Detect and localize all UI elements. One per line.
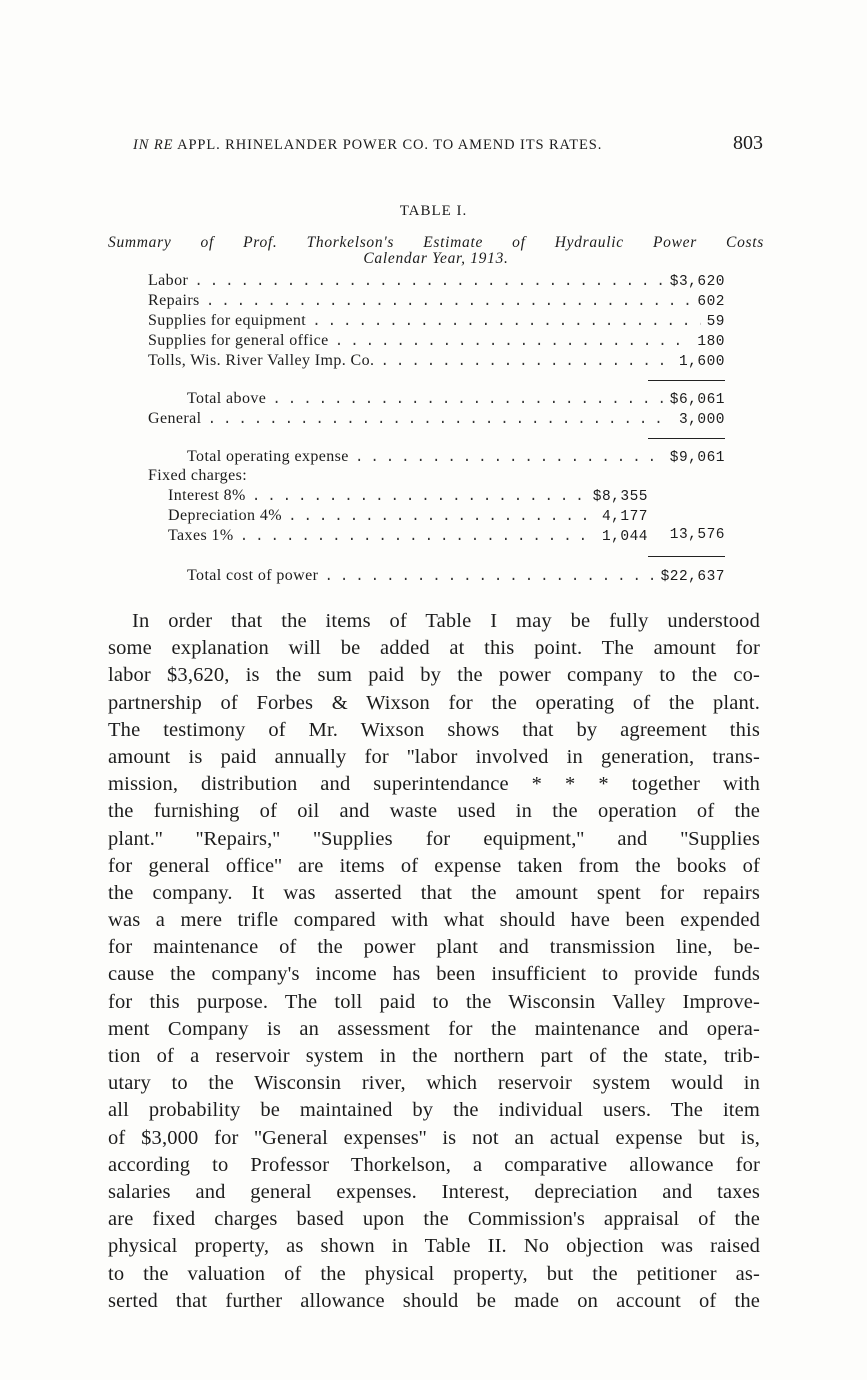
- running-title-italic: IN RE: [133, 137, 174, 153]
- body-line: of $3,000 for ''General expenses'' is not an actual expense but is,: [108, 1126, 760, 1149]
- body-line: amount is paid annually for ''labor involved in generation, trans-: [108, 745, 760, 768]
- table-row-fixed-charges: [148, 467, 725, 486]
- table-row-labor: [148, 272, 725, 291]
- table-row-repairs: [148, 292, 725, 311]
- row-amount: $22,637: [660, 569, 725, 585]
- row-label: Fixed charges:: [148, 467, 248, 484]
- table-row-interest: [168, 487, 648, 506]
- body-line: to the valuation of the physical property, but the petitioner as-: [108, 1262, 760, 1285]
- row-label: Supplies for general office: [148, 332, 329, 349]
- row-label: General: [148, 410, 202, 427]
- row-sub-amount: 1,044: [601, 529, 648, 545]
- body-line: In order that the items of Table I may be fully understood: [132, 610, 760, 632]
- table-row-supplies-office: [148, 332, 725, 351]
- table-row-general: [148, 410, 725, 429]
- table-row-taxes: [168, 527, 648, 546]
- running-title: [133, 137, 602, 154]
- row-label: Total operating expense: [187, 448, 349, 465]
- row-amount: 180: [697, 334, 725, 350]
- body-line: plant.'' ''Repairs,'' ''Supplies for equipment,'' and ''Supplies: [108, 827, 760, 850]
- table-rule: [648, 380, 725, 381]
- table-rule: [648, 438, 725, 439]
- body-line: the furnishing of oil and waste used in the operation of the: [108, 800, 760, 823]
- row-amount: 3,000: [678, 412, 725, 428]
- row-label: Taxes 1%: [168, 527, 234, 544]
- row-label: Depreciation 4%: [168, 507, 282, 524]
- row-sub-amount: $8,355: [592, 489, 648, 505]
- row-label: Total cost of power: [187, 567, 319, 584]
- table-title: TABLE I.: [399, 203, 468, 219]
- row-amount: $6,061: [669, 392, 725, 408]
- table-row-total-above: [187, 390, 725, 409]
- table-caption-line-1: Summary of Prof. Thorkelson's Estimate of Hydraulic Power Costs: [108, 234, 764, 251]
- row-amount: 602: [697, 294, 725, 310]
- body-line: some explanation will be added at this point. The amount for: [108, 637, 760, 660]
- body-line: for general office'' are items of expense taken from the books of: [108, 854, 760, 877]
- running-head: [133, 132, 763, 155]
- row-label: Interest 8%: [168, 487, 246, 504]
- table-caption-line-2: Calendar Year, 1913.: [363, 250, 509, 267]
- table-row-tolls: [148, 352, 725, 371]
- body-line: all probability be maintained by the individual users. The item: [108, 1099, 760, 1122]
- body-line: according to Professor Thorkelson, a comparative allowance for: [108, 1153, 760, 1176]
- row-label: Tolls, Wis. River Valley Imp. Co.: [148, 352, 375, 369]
- body-paragraph: [108, 608, 760, 1315]
- body-line: The testimony of Mr. Wixson shows that by agreement this: [108, 718, 760, 741]
- body-line: tion of a reservoir system in the northern part of the state, trib-: [108, 1045, 760, 1067]
- body-line: ment Company is an assessment for the maintenance and opera-: [108, 1017, 760, 1040]
- row-label: Supplies for equipment: [148, 312, 307, 329]
- row-amount: $3,620: [669, 274, 725, 290]
- row-amount: $9,061: [669, 450, 725, 466]
- body-line: utary to the Wisconsin river, which reservoir system would in: [108, 1072, 760, 1095]
- row-sub-amount: 4,177: [601, 509, 648, 525]
- body-line: for maintenance of the power plant and transmission line, be-: [108, 936, 760, 959]
- row-label: Repairs: [148, 292, 200, 309]
- row-amount: 13,576: [669, 527, 725, 543]
- body-line: serted that further allowance should be made on account of the: [108, 1289, 760, 1312]
- row-amount: 59: [706, 314, 725, 330]
- body-line: partnership of Forbes & Wixson for the operating of the plant.: [108, 691, 760, 714]
- row-label: Total above: [187, 390, 267, 407]
- page-number: 803: [733, 132, 763, 154]
- table-row-total-cost: [187, 567, 725, 586]
- row-amount: 1,600: [678, 354, 725, 370]
- body-line: for this purpose. The toll paid to the Wisconsin Valley Improve-: [108, 990, 760, 1013]
- body-line: mission, distribution and superintendance * * * together with: [108, 773, 760, 796]
- body-line: cause the company's income has been insufficient to provide funds: [108, 963, 760, 986]
- body-line: are fixed charges based upon the Commission's appraisal of the: [108, 1208, 760, 1231]
- table-fixed-total: [660, 527, 725, 546]
- running-title-rest: APPL. RHINELANDER POWER CO. TO AMEND ITS RATES.: [173, 137, 603, 153]
- body-line: the company. It was asserted that the amount spent for repairs: [108, 881, 760, 904]
- body-line: salaries and general expenses. Interest, depreciation and taxes: [108, 1180, 760, 1203]
- table-row-total-operating: [187, 448, 725, 467]
- table-row-supplies-equipment: [148, 312, 725, 331]
- body-line: labor $3,620, is the sum paid by the power company to the co-: [108, 664, 760, 687]
- table-rule: [648, 556, 725, 557]
- table-row-depreciation: [168, 507, 648, 526]
- row-label: Labor: [148, 272, 189, 289]
- body-line: physical property, as shown in Table II. No objection was raised: [108, 1235, 760, 1258]
- body-line: was a mere trifle compared with what should have been expended: [108, 909, 760, 932]
